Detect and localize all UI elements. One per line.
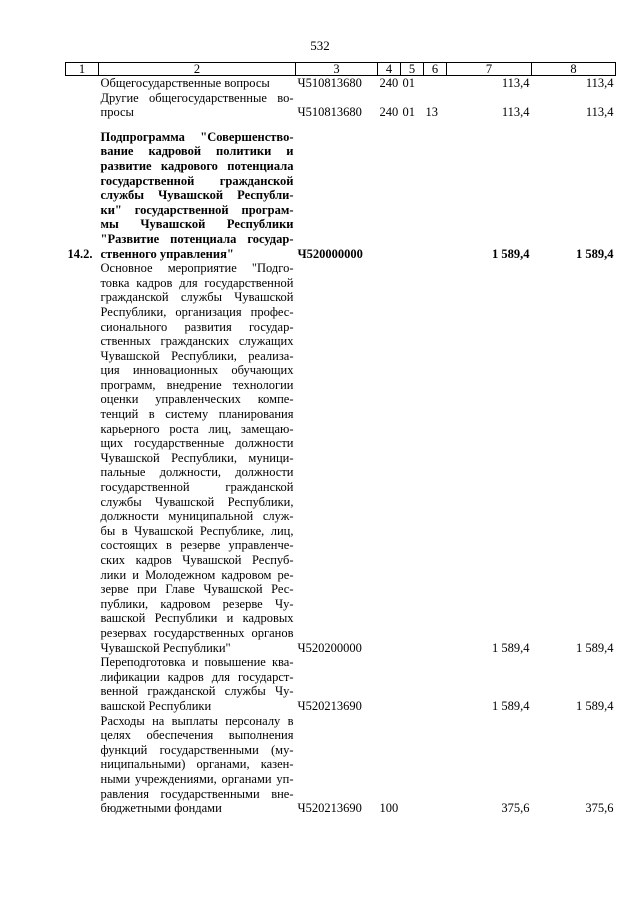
column-header-2: 2 (99, 63, 296, 76)
row-section (401, 655, 424, 713)
row-spacer (66, 120, 616, 130)
row-amount-2: 113,4 (585, 76, 614, 90)
row-amount-1: 375,6 (501, 801, 530, 816)
row-amount-2: 375,6 (585, 801, 614, 816)
row-expense-type (378, 655, 401, 713)
row-target-code: Ч520200000 (297, 640, 362, 655)
row-name: Расходы на выплаты персоналу в целях обеспечения выполнения функций государственными (му- ниципальными) органами, казен- ными учреждениями, органами уп- равления государственными вне- бюджетными фондами (100, 713, 294, 816)
row-amount-1: 113,4 (501, 105, 530, 120)
table-row (66, 91, 616, 120)
row-subsection (424, 714, 447, 816)
column-header-5: 5 (401, 63, 424, 76)
row-amount-1: 113,4 (501, 76, 530, 90)
row-section (401, 261, 424, 655)
column-number-row (66, 63, 616, 76)
row-subsection (424, 130, 447, 261)
row-index (66, 91, 99, 120)
row-index (66, 655, 99, 713)
row-amount-2: 1 589,4 (576, 640, 614, 655)
row-target-code: Ч520213690 (297, 801, 362, 816)
row-subsection: 13 (425, 105, 438, 120)
row-name: Общегосударственные вопросы (100, 76, 270, 90)
row-expense-type (378, 130, 401, 261)
table-row (66, 130, 616, 261)
row-name: Подпрограмма "Совершенство- вание кадровой политики и развитие кадрового потенциала государственной гражданской службы Чувашской Республи- ки" государственной програм- мы Чувашской Республики "Развитие потенциала государ- ственного управления" (100, 129, 294, 261)
row-amount-1: 1 589,4 (492, 698, 530, 713)
row-expense-type: 100 (379, 801, 399, 816)
row-target-code: Ч510813680 (297, 105, 362, 120)
row-amount-2: 1 589,4 (576, 698, 614, 713)
row-target-code: Ч520213690 (297, 698, 362, 713)
row-section: 01 (402, 76, 415, 90)
row-amount-2: 1 589,4 (576, 246, 614, 261)
row-expense-type: 240 (379, 105, 399, 120)
row-index (66, 714, 99, 816)
row-section (401, 714, 424, 816)
row-index (66, 76, 99, 91)
row-section (401, 130, 424, 261)
column-header-8: 8 (532, 63, 616, 76)
table-row (66, 76, 616, 91)
column-header-1: 1 (66, 63, 99, 76)
row-section: 01 (402, 105, 415, 120)
row-subsection (424, 76, 447, 91)
row-subsection (424, 261, 447, 655)
table-row (66, 655, 616, 713)
row-name: Другие общегосударственные во- просы (100, 90, 294, 120)
row-index: 14.2. (67, 246, 93, 261)
budget-table (65, 62, 616, 816)
table-row (66, 714, 616, 816)
row-target-code: Ч520000000 (297, 246, 363, 261)
row-name: Переподготовка и повышение ква- лификации кадров для государст- венной гражданской службы Чу- вашской Республики (100, 655, 294, 713)
table-row (66, 261, 616, 655)
row-subsection (424, 655, 447, 713)
page-number: 532 (310, 38, 330, 53)
row-name: Основное мероприятие "Подго- товка кадров для государственной гражданской службы Чувашской Республики, организация профес- сионального развития государ- ственных гражданских служащих Чувашской Республики, реализа- ция инновационных обучающих программ, внедрение технологии оценки управленческих компе- тенций в систему планирования карьерного роста лиц, замещаю- щих государственные должности Чувашской Республики, муници- пальные должности, должности государственной гражданской службы Чувашской Республики, должности муниципальной служ- бы в Чувашской Республике, лиц, состоящих в резерве управленче- ских кадров Чувашской Респуб- лики и Молодежном кадровом ре- зерве при Главе Чувашской Рес- публики, кадровом резерве Чу- вашской Республики и кадровых резервах государственных органов Чувашской Республики" (100, 261, 294, 655)
column-header-4: 4 (378, 63, 401, 76)
column-header-3: 3 (296, 63, 378, 76)
row-amount-2: 113,4 (585, 105, 614, 120)
row-amount-1: 1 589,4 (492, 640, 530, 655)
row-expense-type (378, 261, 401, 655)
row-amount-1: 1 589,4 (492, 246, 530, 261)
column-header-6: 6 (424, 63, 447, 76)
row-expense-type: 240 (379, 76, 399, 90)
column-header-7: 7 (447, 63, 532, 76)
row-target-code: Ч510813680 (297, 76, 362, 90)
row-index (66, 261, 99, 655)
